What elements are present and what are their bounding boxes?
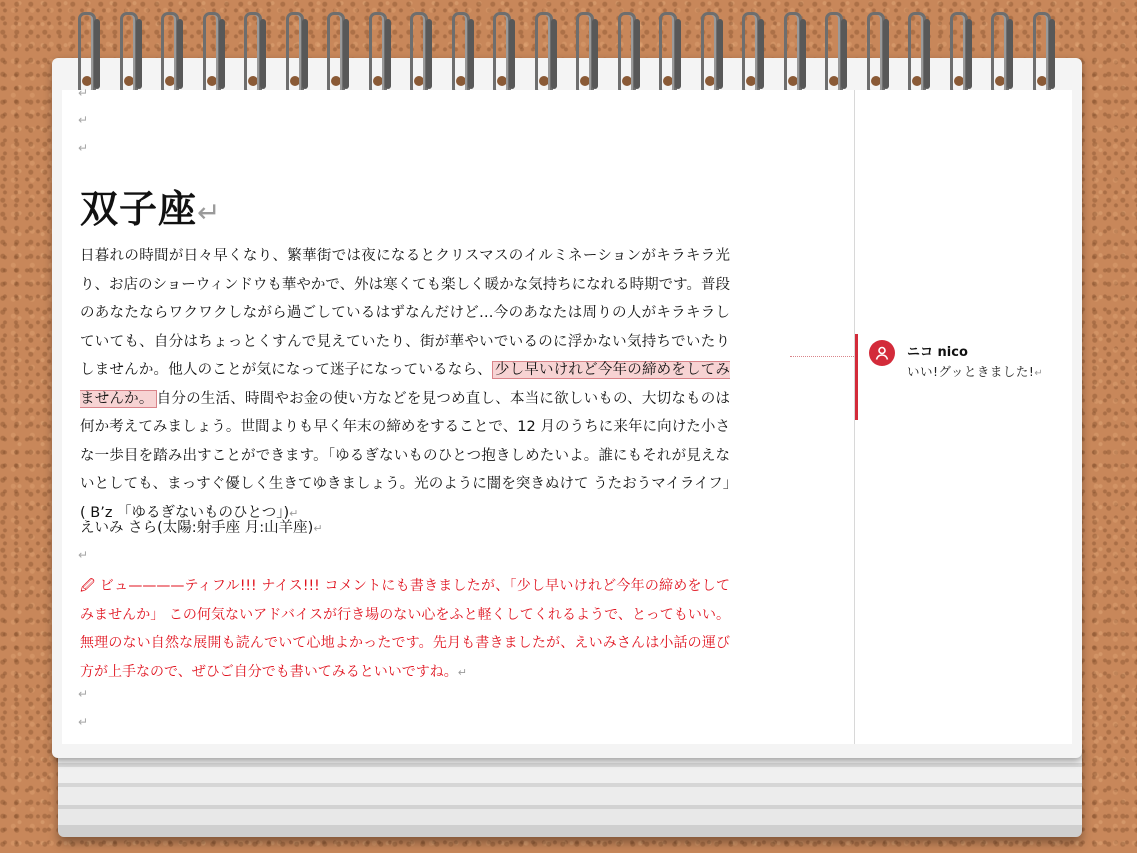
reviewer-note-text: ビュ————ティフル!!! ナイス!!! コメントにも書きましたが、「少し早いけれど今年の締めをしてみませんか」 この何気ないアドバイスが行き場のない心をふと軽くしてくれるようで、とってもいい。無理のない自然な展開も読んでいて心地よかったです。先月も書きましたが、えいみさんは小話の運び方が上手なので、ぜひご自分でも書いてみるといいですね。 <box>80 578 730 680</box>
body-paragraph[interactable] <box>80 242 730 528</box>
spiral-ring <box>784 12 802 96</box>
document-window <box>62 86 1072 744</box>
paragraph-mark: ↵ <box>289 506 299 520</box>
comment-connector-line <box>790 356 854 357</box>
spiral-ring <box>244 12 262 96</box>
spiral-ring <box>410 12 428 96</box>
user-icon <box>874 345 890 361</box>
paragraph-mark: ↵ <box>313 522 323 535</box>
spiral-ring <box>78 12 96 96</box>
spiral-ring <box>659 12 677 96</box>
spiral-ring <box>867 12 885 96</box>
spiral-ring <box>950 12 968 96</box>
spiral-ring <box>618 12 636 96</box>
spiral-binding <box>78 0 1058 95</box>
spiral-ring <box>369 12 387 96</box>
spiral-ring <box>991 12 1009 96</box>
spiral-ring <box>908 12 926 96</box>
spiral-ring <box>576 12 594 96</box>
body-text-after: 自分の生活、時間やお金の使い方などを見つめ直し、本当に欲しいもの、大切なものは何か考えてみましょう。世間よりも早く年末の締めをすることで、12 月のうちに来年に向けた小さな一歩目を踏み出すことができます。「ゆるぎないものひとつ抱きしめたいよ。誰にもそれが見えないとしても、まっすぐ優しく生きてゆきましょう。光のように闇を突きぬけて うたおうマイライフ」( B’z 「ゆるぎないものひとつ」) <box>80 390 731 521</box>
spiral-ring <box>701 12 719 96</box>
comment-accent-bar <box>855 334 858 420</box>
heading-text: 双子座 <box>80 187 198 231</box>
notepad-page-stack <box>58 745 1082 837</box>
comment-text: いい!グッときました! <box>907 364 1035 379</box>
paragraph-mark: ↵ <box>1034 368 1044 379</box>
spiral-ring <box>742 12 760 96</box>
body-text-before: 日暮れの時間が日々早くなり、繁華街では夜になるとクリスマスのイルミネーションがキラキラ光り、お店のショーウィンドウも華やかで、外は寒くても楽しく暖かな気持ちになれる時期です。普段のあなたならワクワクしながら過ごしているはずなんだけど…今のあなたは周りの人がキラキラしていても、自分はちょっとくすんで見えていたり、街が華やいでいるのに浮かない気持ちでいたりしませんか。他人のことが気になって迷子になっているなら、 <box>80 248 730 378</box>
avatar <box>869 340 895 366</box>
spiral-ring <box>1033 12 1051 96</box>
spiral-ring <box>535 12 553 96</box>
comment-pane <box>855 90 1072 744</box>
spiral-ring <box>286 12 304 96</box>
byline-text: えいみ さら(太陽:射手座 月:山羊座) <box>80 520 314 536</box>
spiral-ring <box>825 12 843 96</box>
reviewer-note[interactable] <box>80 572 730 687</box>
spiral-ring <box>327 12 345 96</box>
author-byline <box>80 516 323 537</box>
document-heading <box>80 178 221 233</box>
commented-highlight[interactable]: 少し早いけれど今年の締めをしてみませんか。 <box>80 362 730 407</box>
spiral-ring <box>203 12 221 96</box>
paragraph-mark: ↵ <box>197 196 222 229</box>
paragraph-mark: ↵ <box>78 86 89 100</box>
pencil-icon: 🖉 <box>80 578 96 594</box>
paragraph-mark: ↵ <box>78 113 89 127</box>
paragraph-mark: ↵ <box>78 548 89 562</box>
paragraph-mark: ↵ <box>78 687 89 701</box>
spiral-ring <box>493 12 511 96</box>
paragraph-mark: ↵ <box>78 715 89 729</box>
spiral-ring <box>452 12 470 96</box>
spiral-ring <box>120 12 138 96</box>
paragraph-mark: ↵ <box>78 141 89 155</box>
comment-author: ニコ nico <box>907 345 968 360</box>
spiral-ring <box>161 12 179 96</box>
document-page[interactable] <box>62 86 854 744</box>
paragraph-mark: ↵ <box>457 665 467 679</box>
comment-body[interactable] <box>907 362 1043 380</box>
